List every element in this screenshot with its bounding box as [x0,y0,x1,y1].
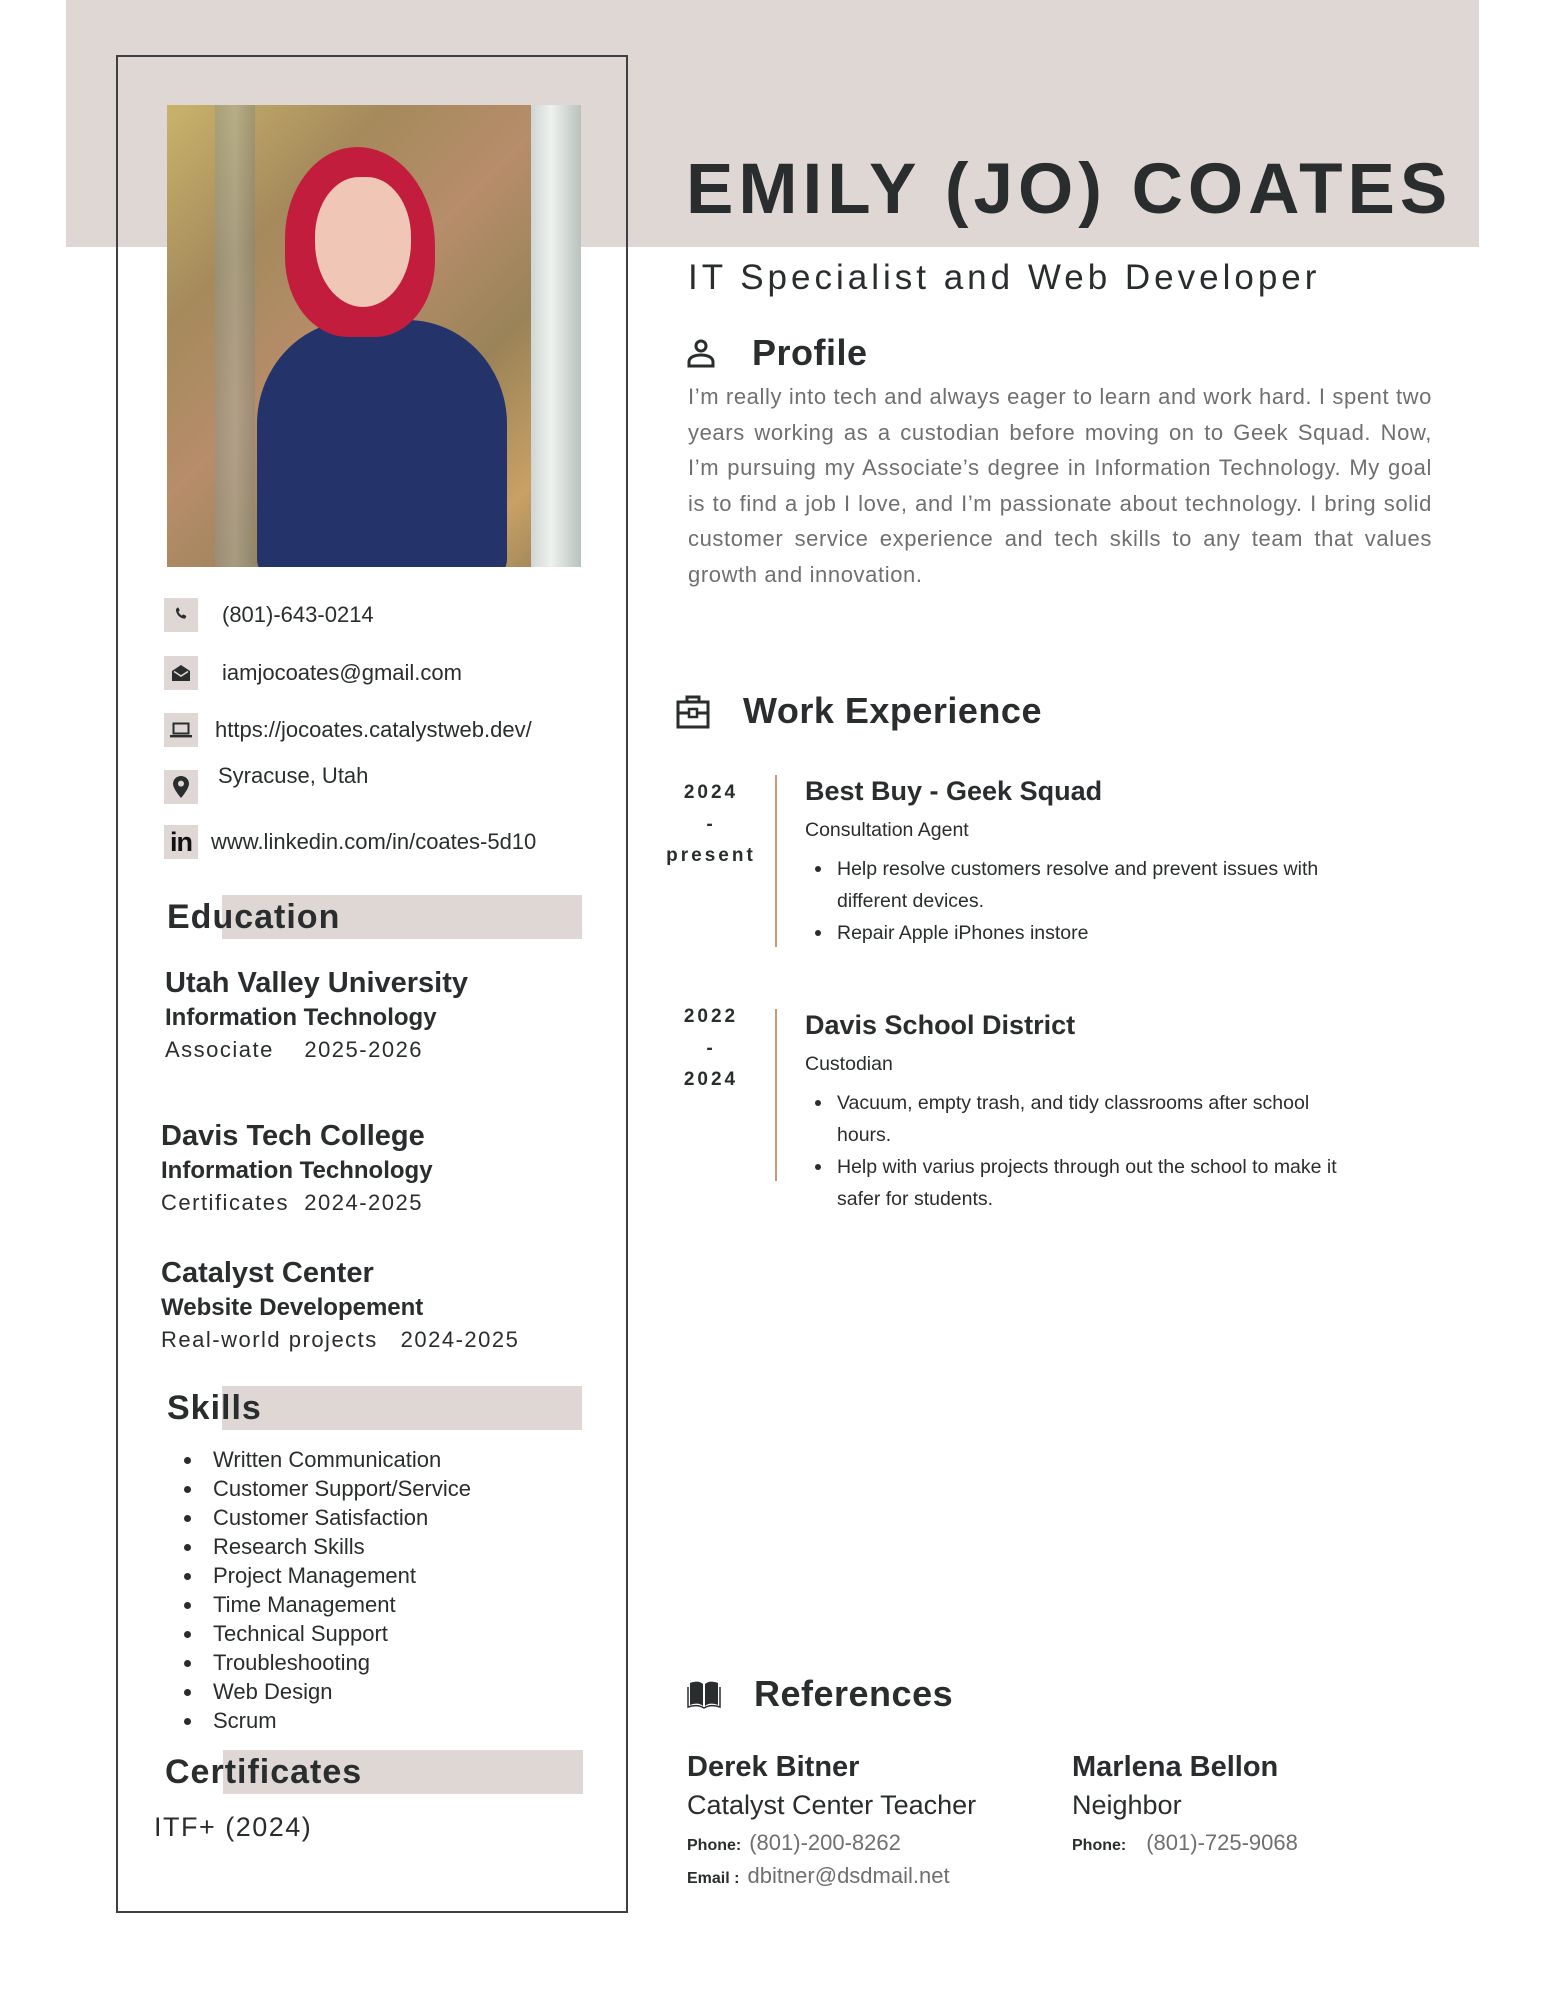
job-date-separator: - [706,1037,716,1059]
references-heading-label: References [754,1673,954,1714]
education-item [161,1255,519,1355]
job-bullet: Vacuum, empty trash, and tidy classrooms after school hours. [805,1087,1365,1151]
work-experience-heading [675,690,1042,732]
skill-item: Written Communication [182,1445,471,1474]
reference-phone-label: Phone: [687,1837,742,1854]
job-timeline-line [775,775,777,947]
contact-email-value[interactable]: iamjocoates@gmail.com [222,660,462,685]
education-heading [150,895,582,939]
skill-item: Research Skills [182,1532,471,1561]
skill-item: Troubleshooting [182,1648,471,1677]
skills-list [182,1445,471,1735]
job-dates [655,777,767,872]
contact-website [164,713,532,747]
job-start: 2024 [683,782,739,803]
photo-sweater [257,320,507,567]
reference-phone[interactable]: (801)-725-9068 [1146,1830,1298,1855]
work-experience-heading-label: Work Experience [743,690,1042,731]
map-pin-icon [164,770,198,804]
job-bullets [805,853,1365,949]
photo-tree-right [531,105,581,567]
skill-item: Customer Satisfaction [182,1503,471,1532]
profile-photo [167,105,581,567]
education-school: Catalyst Center [161,1257,374,1289]
skill-item: Technical Support [182,1619,471,1648]
reference-phone-label: Phone: [1072,1837,1127,1854]
linkedin-icon: in [164,825,198,859]
contact-location [164,763,369,804]
job-bullet: Repair Apple iPhones instore [805,917,1365,949]
education-field: Website Developement [161,1294,424,1321]
reference-card [687,1748,976,1890]
laptop-icon [164,713,198,747]
education-meta: Associate 2025-2026 [165,1037,424,1062]
education-field: Information Technology [161,1157,433,1184]
reference-email-label: Email : [687,1870,740,1887]
skill-item: Scrum [182,1706,471,1735]
profile-summary: I’m really into tech and always eager to learn and work hard. I spent two years working as a custodian before moving on to Geek Squad. Now, I’m pursuing my Associate’s degree in Information Technology. My goal is to find a job I love, and I’m passionate about technology. I bring solid customer service experience and tech skills to any team that values growth and innovation. [688,384,1432,587]
photo-face [315,177,411,307]
certificates-heading-label: Certificates [165,1753,363,1791]
references-heading [686,1673,953,1715]
job-body [805,773,1365,949]
reference-name: Derek Bitner [687,1751,860,1783]
candidate-title: IT Specialist and Web Developer [688,258,1321,297]
contact-email [164,656,462,690]
candidate-name: EMILY (JO) COATES [686,150,1453,229]
user-icon [683,335,719,371]
job-bullet: Help resolve customers resolve and prevent issues with different devices. [805,853,1365,917]
job-role: Custodian [805,1053,893,1075]
job-start: 2022 [683,1006,739,1027]
contact-linkedin-value[interactable]: www.linkedin.com/in/coates-5d10 [211,829,537,854]
skill-item: Project Management [182,1561,471,1590]
briefcase-icon [675,693,711,729]
skills-heading-band [222,1386,582,1430]
job-role: Consultation Agent [805,819,969,841]
contact-phone [164,598,374,632]
certificate-item: ITF+ (2024) [154,1812,313,1842]
reference-phone[interactable]: (801)-200-8262 [749,1830,901,1855]
reference-role: Catalyst Center Teacher [687,1790,977,1820]
skill-item: Web Design [182,1677,471,1706]
job-company: Best Buy - Geek Squad [805,776,1103,806]
contact-website-value[interactable]: https://jocoates.catalystweb.dev/ [215,717,532,742]
education-field: Information Technology [165,1004,437,1031]
job-bullets [805,1087,1365,1215]
job-end: 2024 [683,1069,739,1090]
skill-item: Customer Support/Service [182,1474,471,1503]
contact-location-value: Syracuse, Utah [218,763,369,788]
contact-phone-value[interactable]: (801)-643-0214 [222,602,374,627]
photo-tree-left [215,105,255,567]
reference-name: Marlena Bellon [1072,1751,1279,1783]
profile-heading-label: Profile [752,332,868,373]
reference-phone-row [1072,1832,1298,1857]
job-body [805,1007,1365,1215]
reference-role: Neighbor [1072,1790,1182,1820]
job-bullet: Help with varius projects through out the school to make it safer for students. [805,1151,1365,1215]
skills-heading [150,1386,582,1430]
skills-heading-label: Skills [167,1389,262,1427]
job-company: Davis School District [805,1010,1076,1040]
profile-heading [683,332,868,374]
phone-icon [164,598,198,632]
book-icon [686,1676,722,1712]
education-item [161,1118,433,1218]
envelope-icon [164,656,198,690]
reference-email-row [687,1865,976,1890]
education-school: Davis Tech College [161,1120,425,1152]
reference-email[interactable]: dbitner@dsdmail.net [747,1863,950,1888]
job-dates [655,1001,767,1096]
education-meta: Real-world projects 2024-2025 [161,1327,520,1352]
education-school: Utah Valley University [165,967,469,999]
education-meta: Certificates 2024-2025 [161,1190,423,1215]
job-end: present [666,845,756,866]
reference-card [1072,1748,1298,1857]
reference-phone-row [687,1832,976,1857]
education-item [165,965,468,1065]
skill-item: Time Management [182,1590,471,1619]
contact-linkedin [164,825,536,859]
job-timeline-line [775,1009,777,1181]
job-date-separator: - [706,813,716,835]
certificates-heading [150,1750,583,1794]
education-heading-label: Education [167,898,341,936]
